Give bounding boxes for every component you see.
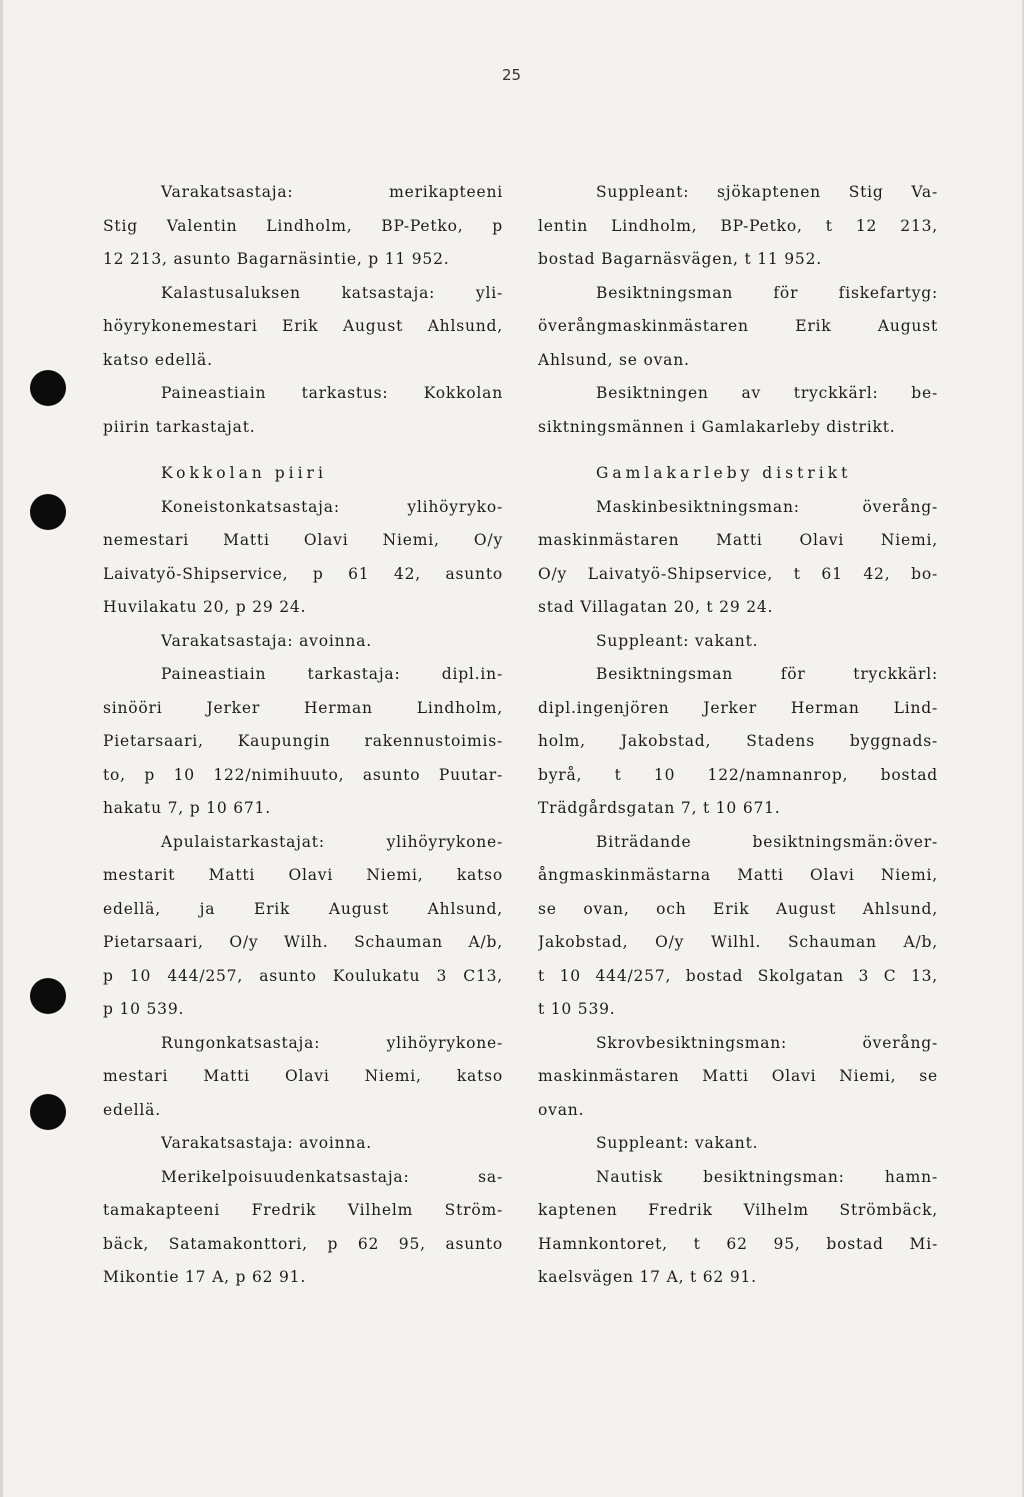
text-line: hakatu 7, p 10 671. [103,799,271,817]
text-line: Pietarsaari, O/y Wilh. Schauman A/b, [103,933,503,951]
text-line: Trädgårdsgatan 7, t 10 671. [538,799,781,817]
text-line: edellä. [103,1100,161,1119]
text-line: överångmaskinmästaren Erik August [538,317,938,335]
text-line: dipl.ingenjören Jerker Herman Lind- [538,698,938,717]
section-heading: Gamlakarleby distrikt [596,464,852,482]
text-line: Kalastusaluksen katsastaja: yli- [161,283,503,302]
section-heading: Kokkolan piiri [161,464,327,482]
text-line: Maskinbesiktningsman: överång- [596,497,938,516]
text-line: Besiktningen av tryckkärl: be- [596,384,938,402]
text-line: Rungonkatsastaja: ylihöyrykone- [161,1033,503,1052]
text-line: bostad Bagarnäsvägen, t 11 952. [538,250,822,268]
text-line: Suppleant: vakant. [596,1134,759,1152]
text-line: Varakatsastaja: avoinna. [161,1134,372,1152]
text-line: ångmaskinmästarna Matti Olavi Niemi, [538,866,938,884]
text-line: O/y Laivatyö-Shipservice, t 61 42, bo- [538,564,938,583]
text-line: Jakobstad, O/y Wilhl. Schauman A/b, [538,933,938,951]
section-gap [538,444,938,457]
text-line: edellä, ja Erik August Ahlsund, [103,899,503,918]
text-line: Stig Valentin Lindholm, BP-Petko, p [103,216,503,235]
punch-hole [30,978,66,1014]
text-line: Koneistonkatsastaja: ylihöyryko- [161,497,503,516]
text-line: Merikelpoisuudenkatsastaja: sa- [161,1167,503,1186]
text-line: maskinmästaren Matti Olavi Niemi, [538,531,938,549]
text-line: Huvilakatu 20, p 29 24. [103,598,307,616]
text-line: Suppleant: vakant. [596,631,759,650]
text-line: stad Villagatan 20, t 29 24. [538,598,774,616]
punch-hole [30,494,66,530]
text-line: katso edellä. [103,350,213,369]
text-line: holm, Jakobstad, Stadens byggnads- [538,732,938,750]
text-line: se ovan, och Erik August Ahlsund, [538,899,938,918]
text-line: Varakatsastaja: avoinna. [161,631,372,650]
text-line: Besiktningsman för tryckkärl: [596,665,938,683]
text-line: Hamnkontoret, t 62 95, bostad Mi- [538,1234,938,1253]
text-line: maskinmästaren Matti Olavi Niemi, se [538,1067,938,1085]
text-line: t 10 539. [538,1000,616,1018]
text-line: Besiktningsman för fiskefartyg: [596,283,938,302]
text-line: Suppleant: sjökaptenen Stig Va- [596,183,938,201]
text-line: bäck, Satamakonttori, p 62 95, asunto [103,1234,503,1253]
text-line: Apulaistarkastajat: ylihöyrykone- [161,832,503,851]
text-line: Mikontie 17 A, p 62 91. [103,1268,307,1286]
text-line: 12 213, asunto Bagarnäsintie, p 11 952. [103,250,450,268]
text-line: siktningsmännen i Gamlakarleby distrikt. [538,417,896,436]
text-line: sinööri Jerker Herman Lindholm, [103,698,503,717]
punch-hole [30,1094,66,1130]
page-edge-left [0,0,3,1497]
text-line: lentin Lindholm, BP-Petko, t 12 213, [538,216,938,235]
text-line: nemestari Matti Olavi Niemi, O/y [103,531,503,549]
text-line: Paineastiain tarkastaja: dipl.in- [161,665,503,683]
text-line: höyrykonemestari Erik August Ahlsund, [103,317,503,335]
text-line: Skrovbesiktningsman: överång- [596,1033,938,1052]
text-line: kaptenen Fredrik Vilhelm Strömbäck, [538,1201,938,1219]
punch-hole [30,370,66,406]
text-line: to, p 10 122/nimihuuto, asunto Puutar- [103,765,503,784]
text-line: Laivatyö-Shipservice, p 61 42, asunto [103,564,503,583]
text-line: t 10 444/257, bostad Skolgatan 3 C 13, [538,966,938,985]
finnish-text-column [103,176,503,1295]
text-line: mestari Matti Olavi Niemi, katso [103,1067,503,1085]
text-line: p 10 539. [103,1000,185,1018]
text-line: mestarit Matti Olavi Niemi, katso [103,866,503,884]
text-line: p 10 444/257, asunto Koulukatu 3 C13, [103,966,503,985]
text-line: ovan. [538,1100,585,1119]
text-line: kaelsvägen 17 A, t 62 91. [538,1268,757,1286]
text-line: Paineastiain tarkastus: Kokkolan [161,384,503,402]
text-line: Varakatsastaja: merikapteeni [161,183,503,201]
page-number: 25 [502,66,522,84]
swedish-text-column [538,176,938,1295]
text-line: Biträdande besiktningsmän:över- [596,832,938,851]
text-line: Nautisk besiktningsman: hamn- [596,1167,938,1186]
text-line: Pietarsaari, Kaupungin rakennustoimis- [103,732,503,750]
text-line: Ahlsund, se ovan. [538,350,690,369]
text-line: tamakapteeni Fredrik Vilhelm Ström- [103,1201,503,1219]
section-gap [103,444,503,457]
text-line: byrå, t 10 122/namnanrop, bostad [538,765,938,784]
text-line: piirin tarkastajat. [103,417,256,436]
